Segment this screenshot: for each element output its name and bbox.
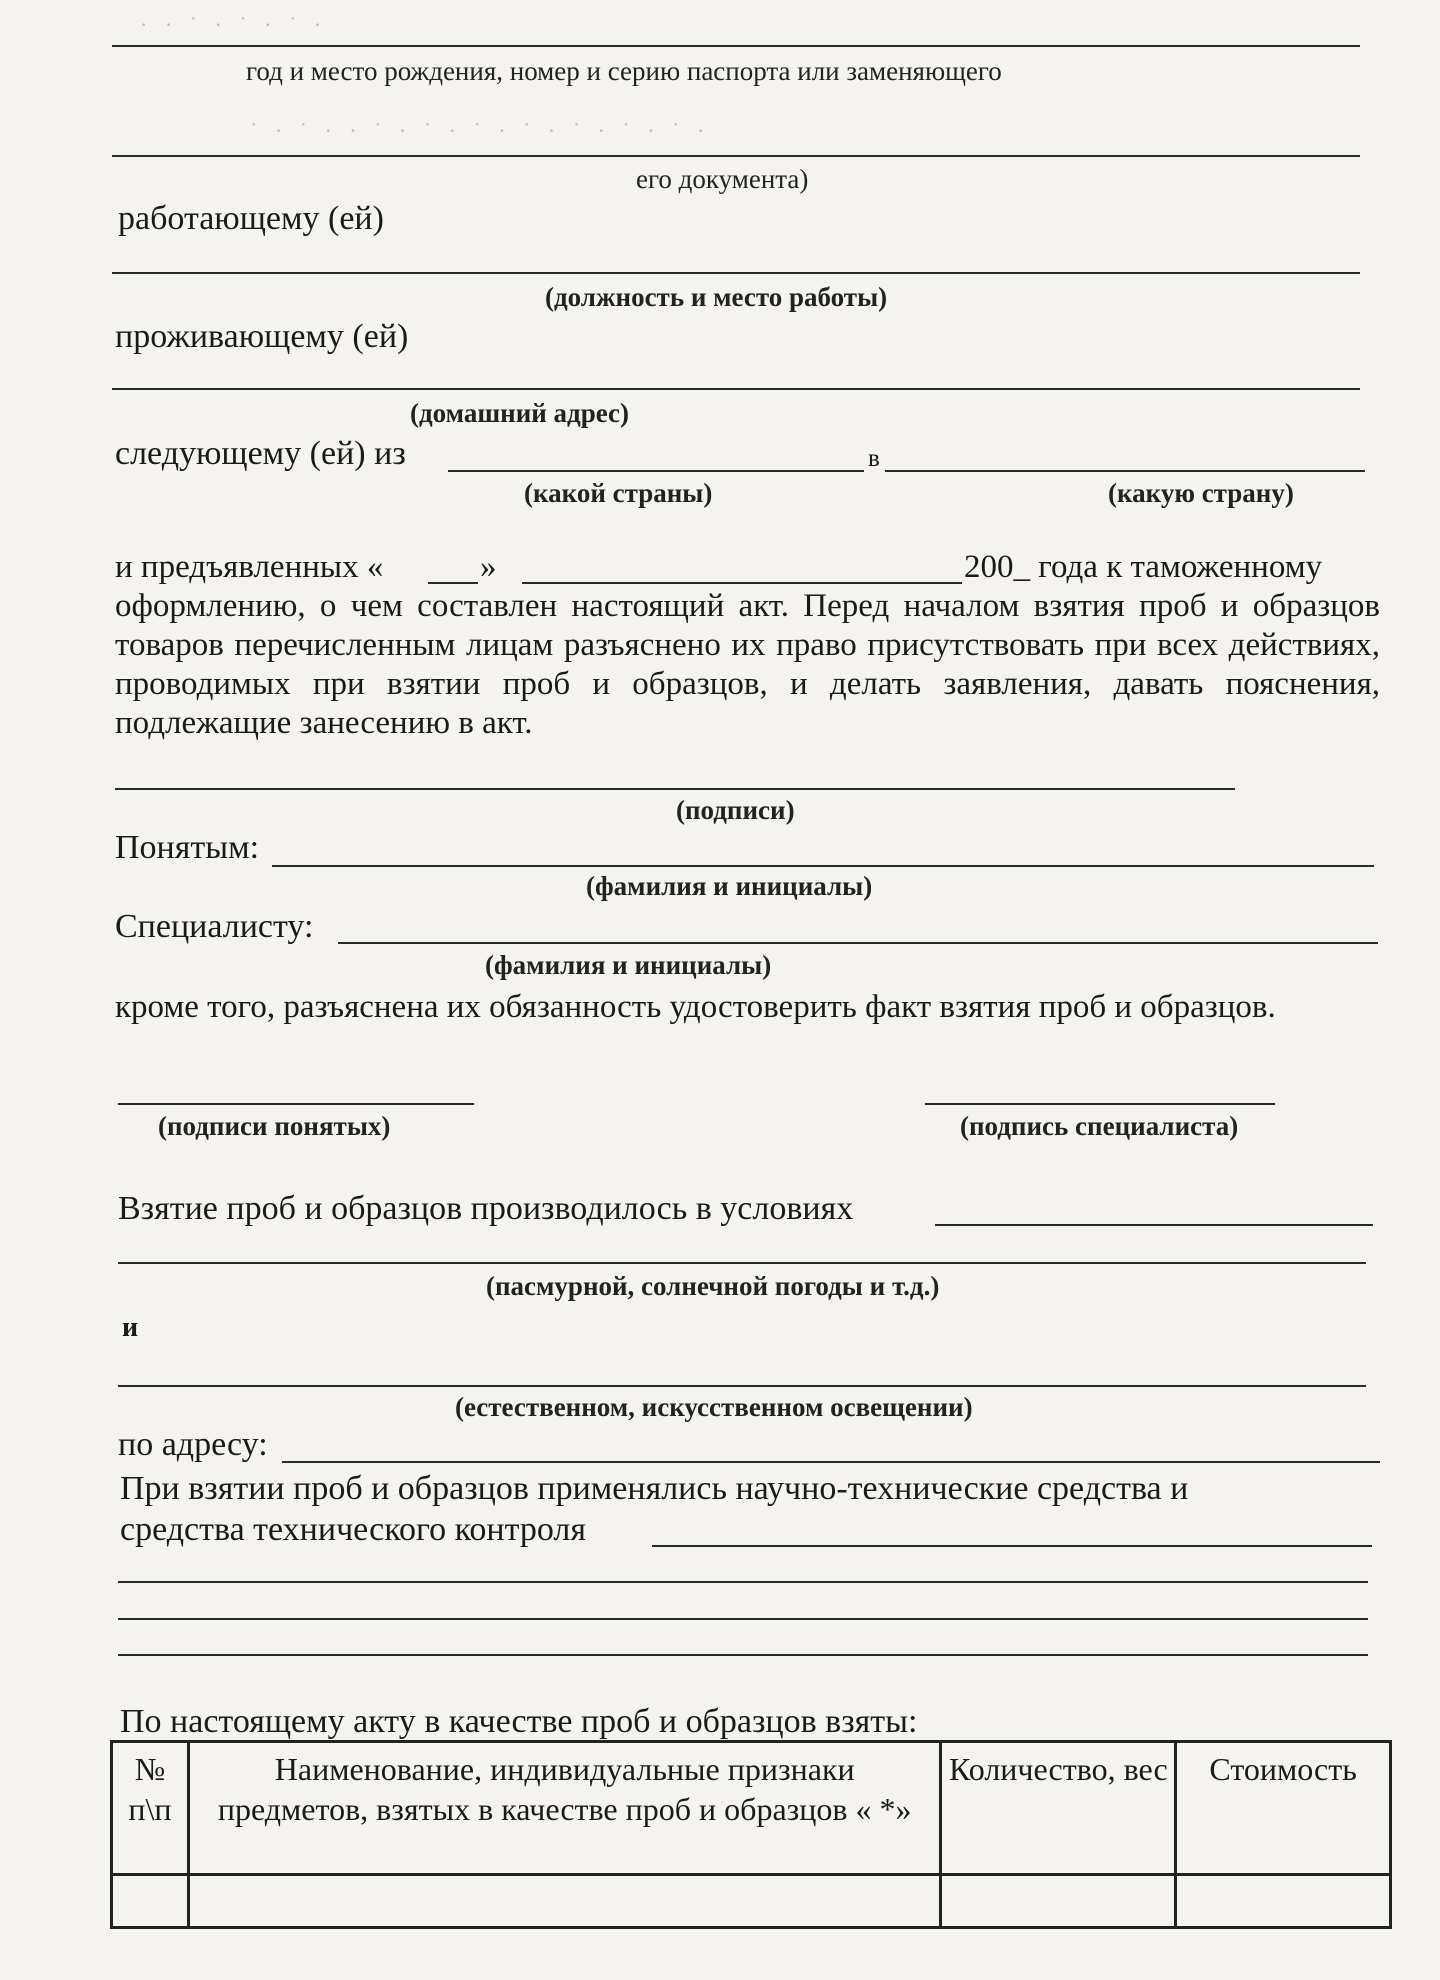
paragraph-duty: кроме того, разъяснена их обязанность удостоверить факт взятия проб и образцов. (115, 989, 1276, 1025)
to-country-caption: (какую страну) (1108, 478, 1294, 508)
presented-label: и предъявленных « (115, 549, 384, 585)
table-intro: По настоящему акту в качестве проб и образцов взяты: (120, 1703, 918, 1740)
scan-noise: · · ˙ · ˙ · ˙ · (140, 12, 328, 37)
blank-line (112, 155, 1360, 157)
means-line-1: При взятии проб и образцов применялись научно-технические средства и (120, 1470, 1189, 1507)
table-cell[interactable] (941, 1875, 1176, 1928)
specialist-sign-caption: (подпись специалиста) (960, 1111, 1239, 1141)
specialist-field[interactable] (338, 942, 1378, 944)
signatures-caption: (подписи) (676, 795, 795, 825)
samples-table (110, 1740, 1392, 1929)
passport-caption: год и место рождения, номер и серию паспорта или заменяющего (246, 56, 1002, 86)
day-field[interactable] (428, 582, 478, 584)
witness-sign-field[interactable] (118, 1103, 474, 1105)
document-caption: его документа) (636, 164, 809, 194)
address-label: по адресу: (118, 1426, 268, 1463)
specialist-label: Специалисту: (115, 908, 314, 945)
table-row (112, 1875, 1391, 1928)
home-field[interactable] (112, 388, 1360, 390)
conditions-label: Взятие проб и образцов производилось в условиях (118, 1190, 854, 1227)
following-label: следующему (ей) из (115, 435, 406, 472)
col-name-header: Наименование, индивидуальные признаки предметов, взятых в качестве проб и образцов « *» (188, 1742, 941, 1875)
witnesses-label: Понятым: (115, 829, 260, 866)
witnesses-field[interactable] (272, 865, 1374, 867)
blank-line (112, 45, 1360, 47)
working-label: работающему (ей) (118, 200, 384, 237)
job-caption: (должность и место работы) (545, 282, 888, 312)
col-number-header: № п\п (112, 1742, 189, 1875)
means-field-3[interactable] (118, 1618, 1368, 1620)
quote-close: » (480, 549, 497, 585)
and-label: и (122, 1312, 139, 1343)
means-field-4[interactable] (118, 1654, 1368, 1656)
home-caption: (домашний адрес) (410, 398, 630, 428)
col-cost-header: Стоимость (1176, 1742, 1391, 1875)
job-field[interactable] (112, 272, 1360, 274)
scan-noise: ˙ · ˙ · · ˙ · ˙ · ˙ · ˙ · ˙ · ˙ · ˙ · (250, 118, 711, 143)
table-header-row (112, 1742, 1391, 1875)
conditions-field-2[interactable] (118, 1262, 1366, 1264)
lighting-caption: (естественном, искусственном освещении) (455, 1392, 973, 1422)
weather-caption: (пасмурной, солнечной погоды и т.д.) (486, 1271, 940, 1301)
paragraph-rights: оформлению, о чем составлен настоящий акт. Перед началом взятия проб и образцов товаров перечисленным лицам разъяснено их право присутствовать при всех действиях, проводимых при взятии проб и образцов, и делать заявления, давать пояснения, подлежащие занесению в акт. (115, 588, 1380, 741)
table-cell[interactable] (188, 1875, 941, 1928)
means-field[interactable] (652, 1545, 1372, 1547)
witness-sign-caption: (подписи понятых) (158, 1111, 391, 1141)
address-field[interactable] (282, 1461, 1380, 1463)
year-text: 200_ года к таможенному (964, 549, 1323, 585)
month-field[interactable] (522, 582, 962, 584)
witnesses-caption: (фамилия и инициалы) (586, 871, 873, 901)
from-country-field[interactable] (448, 470, 864, 472)
table-cell[interactable] (112, 1875, 189, 1928)
to-country-field[interactable] (885, 470, 1365, 472)
means-field-2[interactable] (118, 1581, 1368, 1583)
specialist-sign-field[interactable] (925, 1103, 1275, 1105)
table-cell[interactable] (1176, 1875, 1391, 1928)
conditions-field[interactable] (935, 1224, 1373, 1226)
lighting-field[interactable] (118, 1385, 1366, 1387)
to-letter: в (868, 445, 880, 472)
signatures-field[interactable] (115, 788, 1235, 790)
means-line-2: средства технического контроля (120, 1511, 587, 1548)
col-quantity-header: Количество, вес (941, 1742, 1176, 1875)
living-label: проживающему (ей) (115, 318, 409, 355)
specialist-caption: (фамилия и инициалы) (485, 950, 772, 980)
from-country-caption: (какой страны) (524, 478, 713, 508)
